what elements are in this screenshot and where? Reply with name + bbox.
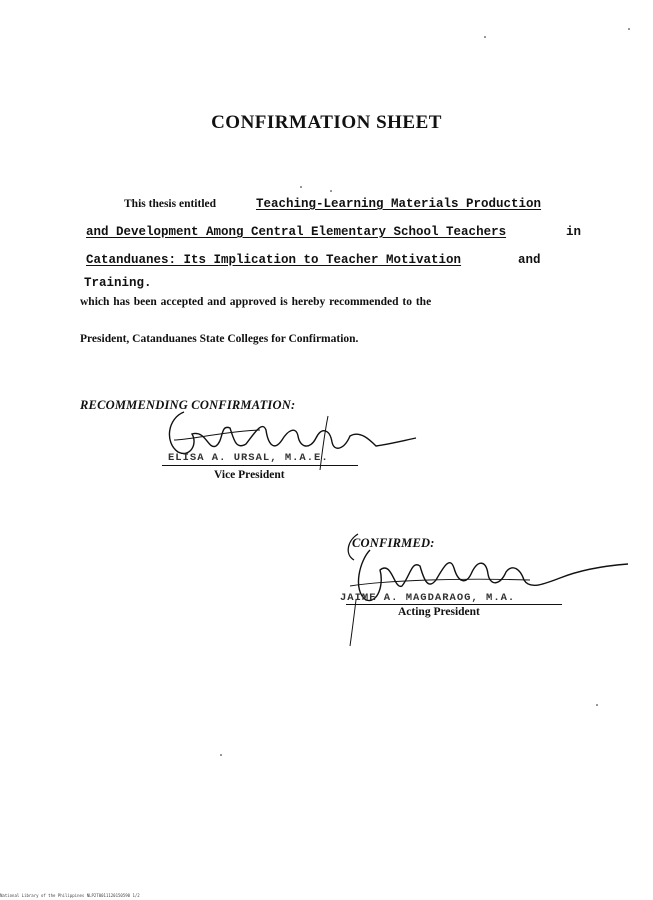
scan-speck: [484, 36, 486, 38]
acting-president-title: Acting President: [398, 606, 480, 618]
vice-president-signature-line: [162, 465, 358, 466]
scan-speck: [220, 754, 222, 756]
confirmation-request-text: President, Catanduanes State Colleges for Confirmation.: [80, 333, 359, 345]
acting-president-signature-line: [346, 604, 562, 605]
acting-president-signature: [330, 520, 630, 650]
line-2-suffix: in: [566, 225, 582, 239]
approval-text: which has been accepted and approved is hereby recommended to the: [80, 296, 432, 308]
thesis-title-line-4: Training.: [84, 276, 152, 290]
thesis-title-line-3: Catanduanes: Its Implication to Teacher Motivation: [86, 253, 462, 267]
archive-footer: National Library of the Philippines NLP2T0011120150590 1/2: [0, 893, 140, 898]
vice-president-name: ELISA A. URSAL, M.A.E.: [168, 452, 329, 464]
scan-speck: [628, 28, 630, 30]
scan-speck: [330, 190, 332, 192]
scan-speck: [596, 704, 598, 706]
recommending-heading: RECOMMENDING CONFIRMATION:: [80, 398, 296, 412]
thesis-intro-text: This thesis entitled: [124, 198, 217, 210]
acting-president-name: JAIME A. MAGDARAOG, M.A.: [340, 592, 516, 604]
page-title: CONFIRMATION SHEET: [211, 112, 442, 133]
confirmed-heading: CONFIRMED:: [352, 536, 435, 550]
line-3-suffix: and: [518, 253, 541, 267]
vice-president-signature: [150, 400, 420, 480]
vice-president-title: Vice President: [214, 469, 285, 481]
scan-speck: [300, 186, 302, 188]
thesis-title-line-1: Teaching-Learning Materials Production: [256, 197, 542, 211]
thesis-title-line-2: and Development Among Central Elementary School Teachers: [86, 225, 507, 239]
